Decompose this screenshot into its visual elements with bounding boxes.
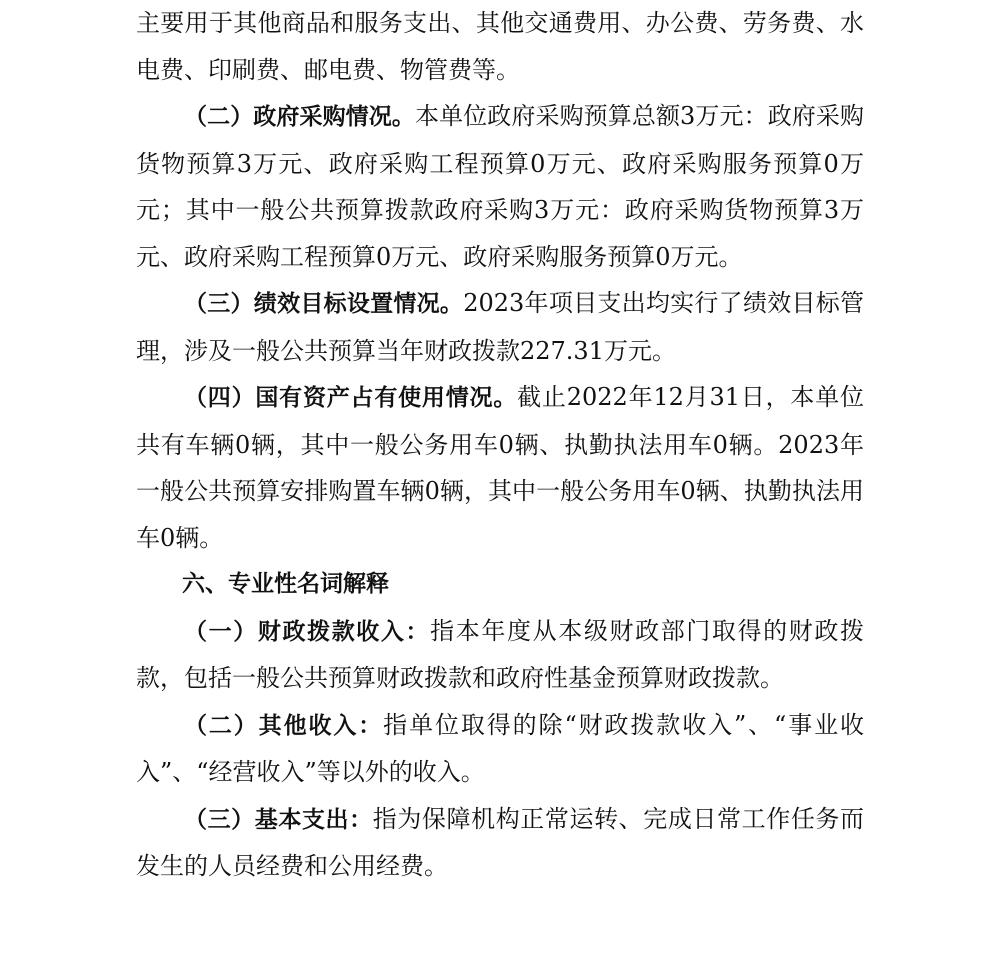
paragraph-government-procurement <box>136 93 864 280</box>
paragraph-body: 2023年项目支出均实行了绩效目标管理，涉及一般公共预算当年财政拨款227.31万元。 <box>136 289 865 365</box>
paragraph-lead: （三）绩效目标设置情况。 <box>184 291 464 317</box>
paragraph-body: 主要用于其他商品和服务支出、其他交通费用、办公费、劳务费、水电费、印刷费、邮电费、物管费等。 <box>136 9 864 84</box>
term-body: 指单位取得的除“财政拨款收入”、“事业收入”、“经营收入”等以外的收入。 <box>136 710 864 786</box>
term-fiscal-appropriation-income <box>136 608 864 702</box>
paragraph-lead: （四）国有资产占有使用情况。 <box>184 385 518 411</box>
paragraph-state-assets <box>136 374 864 561</box>
paragraph-performance-targets <box>136 280 864 374</box>
term-lead: （三）基本支出： <box>184 806 373 833</box>
paragraph-expense-items <box>136 0 864 93</box>
paragraph-lead: （二）政府采购情况。 <box>184 104 415 130</box>
term-lead: （一）财政拨款收入： <box>184 618 431 645</box>
paragraph-body: 截止2022年12月31日，本单位共有车辆0辆，其中一般公务用车0辆、执勤执法用车0辆。2023年一般公共预算安排购置车辆0辆，其中一般公务用车0辆、执勤执法用车0辆。 <box>136 383 865 552</box>
term-other-income <box>136 702 864 796</box>
document-page <box>136 0 864 890</box>
section-six-heading: 六、专业性名词解释 <box>182 571 389 597</box>
term-body: 指为保障机构正常运转、完成日常工作任务而发生的人员经费和公用经费。 <box>136 804 865 880</box>
term-lead: （二）其他收入： <box>184 712 384 739</box>
term-basic-expenditure <box>136 796 864 890</box>
term-body: 指本年度从本级财政部门取得的财政拨款，包括一般公共预算财政拨款和政府性基金预算财政拨款。 <box>136 616 865 692</box>
paragraph-body: 本单位政府采购预算总额3万元：政府采购货物预算3万元、政府采购工程预算0万元、政府采购服务预算0万元；其中一般公共预算拨款政府采购3万元：政府采购货物预算3万元、政府采购工程预算0万元、政府采购服务预算0万元。 <box>136 102 865 271</box>
